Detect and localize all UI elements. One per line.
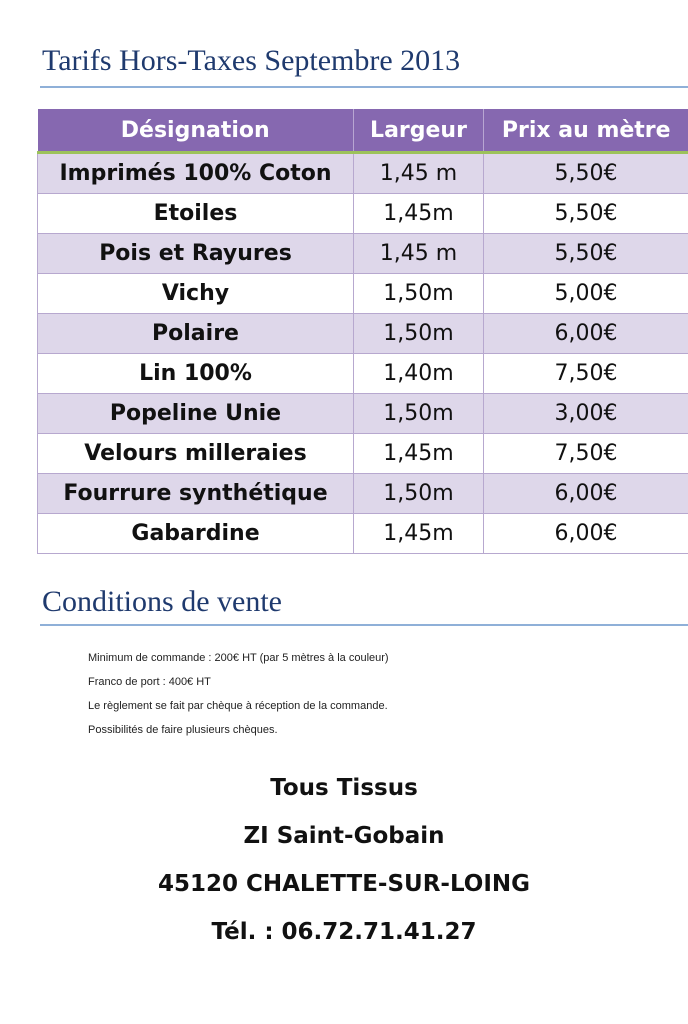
fabric-width: 1,45m [354, 194, 484, 234]
fabric-price: 5,50€ [484, 153, 688, 194]
price-table-header [38, 109, 688, 153]
fabric-name: Pois et Rayures [38, 234, 354, 274]
company-name: Tous Tissus [270, 775, 418, 801]
fabric-width: 1,50m [354, 394, 484, 434]
header-width: Largeur [354, 109, 484, 153]
table-row [38, 274, 688, 314]
table-row [38, 514, 688, 554]
condition-payment: Le règlement se fait par chèque à réception de la commande. [88, 700, 388, 712]
fabric-price: 7,50€ [484, 354, 688, 394]
fabric-price: 5,50€ [484, 194, 688, 234]
fabric-price: 5,00€ [484, 274, 688, 314]
fabric-width: 1,45 m [354, 234, 484, 274]
fabric-price: 6,00€ [484, 314, 688, 354]
fabric-name: Lin 100% [38, 354, 354, 394]
address-street: ZI Saint-Gobain [243, 823, 445, 849]
page-title: Tarifs Hors-Taxes Septembre 2013 [42, 44, 461, 77]
fabric-name: Etoiles [38, 194, 354, 234]
fabric-width: 1,50m [354, 274, 484, 314]
table-row [38, 394, 688, 434]
condition-multiple-cheques: Possibilités de faire plusieurs chèques. [88, 724, 278, 736]
fabric-price: 5,50€ [484, 234, 688, 274]
table-row [38, 194, 688, 234]
fabric-price: 6,00€ [484, 514, 688, 554]
fabric-name: Imprimés 100% Coton [38, 153, 354, 194]
fabric-width: 1,50m [354, 314, 484, 354]
table-row [38, 234, 688, 274]
company-address [0, 768, 688, 960]
header-price: Prix au mètre [484, 109, 688, 153]
fabric-name: Fourrure synthétique [38, 474, 354, 514]
fabric-width: 1,45m [354, 434, 484, 474]
fabric-name: Polaire [38, 314, 354, 354]
conditions-title: Conditions de vente [42, 585, 282, 618]
price-table [37, 109, 688, 554]
table-row [38, 434, 688, 474]
fabric-name: Velours milleraies [38, 434, 354, 474]
title-divider [40, 86, 688, 88]
header-designation: Désignation [38, 109, 354, 153]
fabric-width: 1,45 m [354, 153, 484, 194]
phone-number: Tél. : 06.72.71.41.27 [211, 919, 477, 945]
table-row [38, 474, 688, 514]
fabric-name: Vichy [38, 274, 354, 314]
conditions-divider [40, 624, 688, 626]
table-row [38, 153, 688, 194]
address-city: 45120 CHALETTE-SUR-LOING [157, 871, 531, 897]
fabric-price: 3,00€ [484, 394, 688, 434]
fabric-name: Gabardine [38, 514, 354, 554]
fabric-width: 1,45m [354, 514, 484, 554]
fabric-name: Popeline Unie [38, 394, 354, 434]
fabric-width: 1,40m [354, 354, 484, 394]
condition-free-shipping: Franco de port : 400€ HT [88, 676, 211, 688]
fabric-price: 7,50€ [484, 434, 688, 474]
price-table-body [38, 153, 688, 554]
fabric-width: 1,50m [354, 474, 484, 514]
table-row [38, 314, 688, 354]
table-row [38, 354, 688, 394]
condition-minimum-order: Minimum de commande : 200€ HT (par 5 mètres à la couleur) [88, 652, 389, 664]
fabric-price: 6,00€ [484, 474, 688, 514]
conditions-list [88, 650, 389, 746]
